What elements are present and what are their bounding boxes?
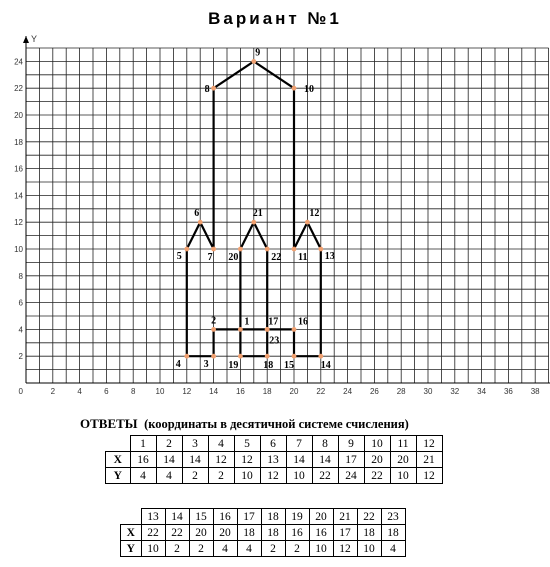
y-tick-label: 20 <box>14 111 23 120</box>
y-tick-label: 2 <box>18 352 23 362</box>
x-tick-label: 0 <box>18 387 23 396</box>
coordinate-value-cell: 2 <box>208 468 234 484</box>
table-row <box>121 525 406 541</box>
coordinate-label-cell: Y <box>106 468 131 484</box>
point-number-cell: 13 <box>141 509 165 525</box>
coordinate-label-cell: X <box>106 452 131 468</box>
y-tick-label: 8 <box>18 271 23 281</box>
coordinate-value-cell: 12 <box>260 468 286 484</box>
point-marker <box>238 354 243 359</box>
point-number-cell: 9 <box>338 436 364 452</box>
coordinate-value-cell: 4 <box>156 468 182 484</box>
y-tick-label: 22 <box>14 84 23 94</box>
table-header-row <box>121 509 406 525</box>
coordinate-value-cell: 4 <box>381 541 405 557</box>
point-label: 21 <box>252 208 263 220</box>
coordinate-value-cell: 22 <box>312 468 338 484</box>
point-label: 17 <box>268 316 279 328</box>
page-title: Вариант №1 <box>208 9 342 28</box>
coordinate-value-cell: 4 <box>237 541 261 557</box>
coordinate-value-cell: 22 <box>165 525 189 541</box>
point-marker <box>184 354 189 359</box>
point-number-cell: 3 <box>182 436 208 452</box>
coordinate-value-cell: 12 <box>333 541 357 557</box>
x-tick-label: 12 <box>182 387 192 396</box>
point-number-cell: 18 <box>261 509 285 525</box>
coordinate-value-cell: 20 <box>364 452 390 468</box>
point-number-cell: 2 <box>156 436 182 452</box>
coordinate-value-cell: 10 <box>234 468 260 484</box>
coordinate-value-cell: 14 <box>286 452 312 468</box>
point-number-cell: 1 <box>130 436 156 452</box>
point-number-cell: 4 <box>208 436 234 452</box>
point-label: 20 <box>228 252 239 263</box>
point-marker <box>211 247 216 252</box>
coordinate-value-cell: 10 <box>286 468 312 484</box>
point-label: 8 <box>204 84 210 96</box>
coordinate-value-cell: 10 <box>141 541 165 557</box>
x-tick-label: 14 <box>209 387 219 396</box>
y-axis-arrow <box>23 36 29 43</box>
table-corner-cell <box>121 509 142 525</box>
point-label: 22 <box>271 252 282 263</box>
point-number-cell: 20 <box>309 509 333 525</box>
point-number-cell: 23 <box>381 509 405 525</box>
x-tick-label: 2 <box>50 387 56 396</box>
point-label: 11 <box>298 252 308 263</box>
point-marker <box>305 220 310 225</box>
coordinate-value-cell: 10 <box>390 468 416 484</box>
point-label: 4 <box>175 359 181 371</box>
point-marker <box>292 354 297 359</box>
point-label: 3 <box>203 359 209 371</box>
answers-note: (координаты в десятичной системе счисления) <box>144 417 409 431</box>
coordinate-value-cell: 14 <box>312 452 338 468</box>
point-marker <box>238 327 243 332</box>
coordinate-value-cell: 18 <box>381 525 405 541</box>
coordinate-value-cell: 2 <box>261 541 285 557</box>
x-tick-label: 20 <box>289 387 299 396</box>
y-tick-label: 4 <box>18 325 23 335</box>
y-tick-label: 12 <box>14 218 23 228</box>
point-label: 9 <box>255 47 261 59</box>
x-tick-label: 28 <box>396 387 406 396</box>
point-marker <box>292 327 297 332</box>
y-tick-label: 10 <box>14 245 23 254</box>
x-tick-label: 34 <box>477 387 487 396</box>
point-label: 6 <box>194 208 200 220</box>
point-label: 2 <box>211 315 217 327</box>
point-marker <box>265 327 270 332</box>
coordinate-value-cell: 4 <box>213 541 237 557</box>
point-number-cell: 15 <box>189 509 213 525</box>
point-number-cell: 7 <box>286 436 312 452</box>
point-label: 18 <box>263 360 274 372</box>
x-tick-label: 36 <box>503 387 513 396</box>
coordinate-value-cell: 2 <box>182 468 208 484</box>
coordinate-value-cell: 17 <box>333 525 357 541</box>
y-axis-name: Y <box>31 34 38 44</box>
point-number-cell: 16 <box>213 509 237 525</box>
point-label: 12 <box>309 208 320 220</box>
table-header-row <box>106 436 443 452</box>
point-marker <box>211 354 216 359</box>
y-tick-label: 6 <box>18 298 23 308</box>
table-row <box>121 541 406 557</box>
x-tick-label: 32 <box>450 387 460 396</box>
point-marker <box>238 247 243 252</box>
point-label: 13 <box>324 251 335 262</box>
coordinate-value-cell: 18 <box>261 525 285 541</box>
point-number-cell: 19 <box>285 509 309 525</box>
point-label: 15 <box>284 360 294 372</box>
coordinate-value-cell: 18 <box>237 525 261 541</box>
y-tick-label: 18 <box>14 137 23 147</box>
coordinate-value-cell: 24 <box>338 468 364 484</box>
coordinate-value-cell: 2 <box>189 541 213 557</box>
answers-table-2 <box>120 508 406 557</box>
coordinate-value-cell: 14 <box>182 452 208 468</box>
point-number-cell: 8 <box>312 436 338 452</box>
table-corner-cell <box>106 436 131 452</box>
point-marker <box>184 247 189 252</box>
coordinate-value-cell: 14 <box>156 452 182 468</box>
point-marker <box>251 220 256 225</box>
y-tick-label: 24 <box>14 57 23 67</box>
table-row <box>106 468 443 484</box>
x-tick-label: 18 <box>262 387 272 396</box>
y-tick-label: 14 <box>14 191 23 201</box>
point-marker <box>211 327 216 332</box>
point-number-cell: 21 <box>333 509 357 525</box>
x-tick-label: 26 <box>369 387 379 396</box>
point-number-cell: 14 <box>165 509 189 525</box>
coordinate-value-cell: 18 <box>357 525 381 541</box>
coordinate-value-cell: 20 <box>189 525 213 541</box>
point-marker <box>318 247 323 252</box>
point-number-cell: 17 <box>237 509 261 525</box>
point-marker <box>198 220 203 225</box>
coordinate-value-cell: 2 <box>165 541 189 557</box>
coordinate-value-cell: 13 <box>260 452 286 468</box>
coordinate-value-cell: 22 <box>141 525 165 541</box>
point-marker <box>265 247 270 252</box>
point-marker <box>318 354 323 359</box>
x-tick-label: 8 <box>130 387 136 396</box>
y-tick-label: 16 <box>14 164 23 174</box>
answers-heading <box>80 416 409 432</box>
x-tick-label: 30 <box>423 387 433 396</box>
table-row <box>106 452 443 468</box>
coordinate-value-cell: 20 <box>390 452 416 468</box>
coordinate-label-cell: X <box>121 525 142 541</box>
point-label: 16 <box>298 316 308 328</box>
point-label: 19 <box>228 360 239 372</box>
point-number-cell: 22 <box>357 509 381 525</box>
point-number-cell: 5 <box>234 436 260 452</box>
point-label: 23 <box>269 335 280 347</box>
coordinate-value-cell: 4 <box>130 468 156 484</box>
point-number-cell: 6 <box>260 436 286 452</box>
x-tick-label: 6 <box>104 387 109 396</box>
x-tick-label: 16 <box>235 387 245 396</box>
x-tick-label: 10 <box>155 387 165 396</box>
x-tick-label: 24 <box>343 387 353 396</box>
answers-table-1 <box>105 435 443 484</box>
x-tick-label: 22 <box>316 387 326 396</box>
answers-label: ОТВЕТЫ <box>80 416 138 431</box>
point-number-cell: 11 <box>390 436 416 452</box>
point-label: 14 <box>320 360 331 372</box>
coordinate-value-cell: 12 <box>234 452 260 468</box>
coordinate-value-cell: 16 <box>309 525 333 541</box>
coordinate-label-cell: Y <box>121 541 142 557</box>
point-label: 10 <box>304 84 314 96</box>
coordinate-value-cell: 20 <box>213 525 237 541</box>
coordinate-value-cell: 21 <box>416 452 442 468</box>
point-marker <box>211 86 216 91</box>
point-label: 1 <box>244 316 250 328</box>
point-label: 5 <box>176 251 182 262</box>
coordinate-value-cell: 2 <box>285 541 309 557</box>
coordinate-value-cell: 17 <box>338 452 364 468</box>
x-tick-label: 4 <box>77 387 82 396</box>
coordinate-value-cell: 12 <box>416 468 442 484</box>
point-marker <box>292 247 297 252</box>
coordinate-value-cell: 12 <box>208 452 234 468</box>
coordinate-value-cell: 10 <box>309 541 333 557</box>
coordinate-value-cell: 16 <box>285 525 309 541</box>
point-number-cell: 12 <box>416 436 442 452</box>
coordinate-value-cell: 16 <box>130 452 156 468</box>
x-tick-label: 38 <box>530 387 540 396</box>
coordinate-value-cell: 22 <box>364 468 390 484</box>
point-marker <box>292 86 297 91</box>
coordinate-value-cell: 10 <box>357 541 381 557</box>
point-marker <box>265 354 270 359</box>
point-label: 7 <box>207 252 213 263</box>
point-number-cell: 10 <box>364 436 390 452</box>
point-marker <box>251 59 256 64</box>
